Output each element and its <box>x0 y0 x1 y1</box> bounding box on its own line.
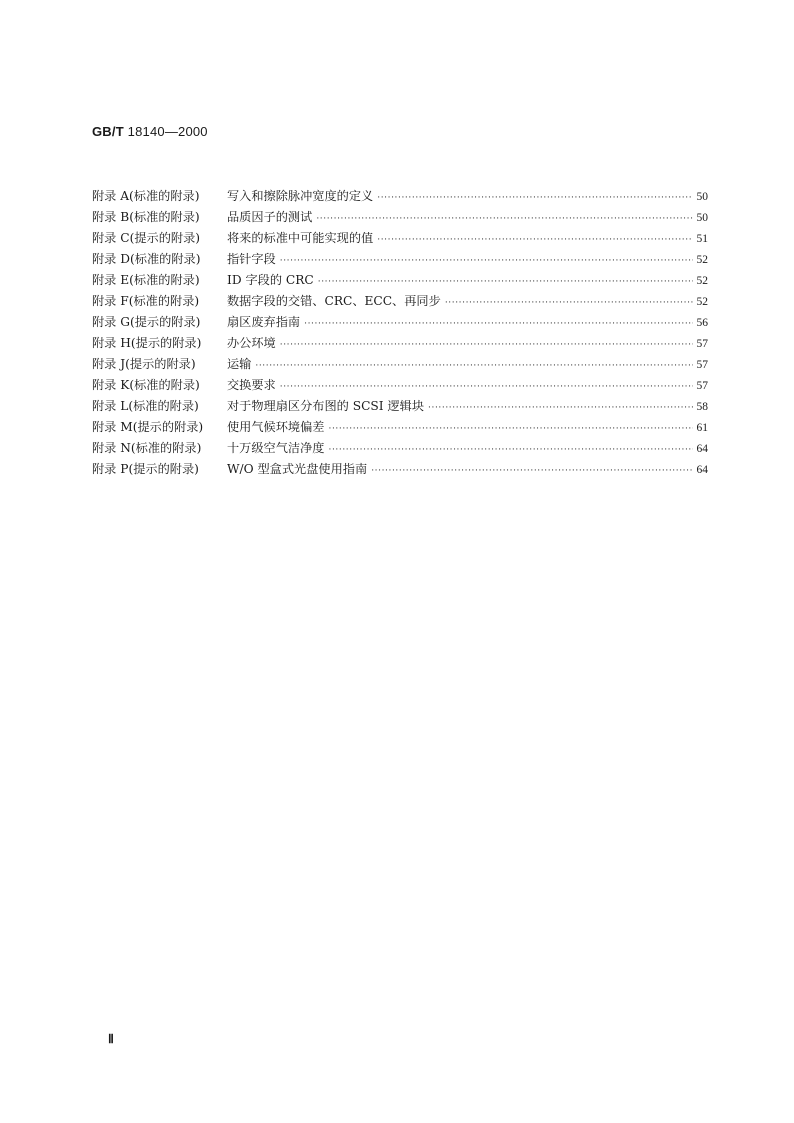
toc-entry[interactable] <box>92 312 708 333</box>
toc-entry[interactable] <box>92 438 708 459</box>
toc-entry[interactable] <box>92 375 708 396</box>
toc-entry-label: 附录 J(提示的附录) <box>92 357 196 371</box>
dot-leader <box>280 335 693 356</box>
toc-entry-label: 附录 A(标准的附录) <box>92 189 200 203</box>
toc-entry-page: 56 <box>696 317 708 329</box>
standard-header <box>92 124 208 139</box>
toc-entry-page: 64 <box>696 464 708 476</box>
toc-entry[interactable] <box>92 228 708 249</box>
toc-entry[interactable] <box>92 354 708 375</box>
dot-leader <box>280 251 693 272</box>
standard-code: GB/T <box>92 124 124 139</box>
toc-entry[interactable] <box>92 291 708 312</box>
toc-entry[interactable] <box>92 249 708 270</box>
toc-entry-title: 十万级空气洁净度 <box>227 441 325 455</box>
toc-entry[interactable] <box>92 417 708 438</box>
dot-leader <box>255 356 692 377</box>
dot-leader <box>377 230 692 251</box>
toc-entry-title: 扇区废弃指南 <box>227 315 301 329</box>
toc-entry-label: 附录 C(提示的附录) <box>92 231 201 245</box>
toc-entry-page: 51 <box>696 233 708 245</box>
toc-entry-page: 61 <box>696 422 708 434</box>
toc-entry-page: 64 <box>696 443 708 455</box>
toc-entry-label: 附录 H(提示的附录) <box>92 336 202 350</box>
toc-entry-page: 52 <box>696 254 708 266</box>
standard-number: 18140—2000 <box>127 124 208 139</box>
toc-entry[interactable] <box>92 270 708 291</box>
toc-entry-page: 50 <box>696 212 708 224</box>
toc-entry-label: 附录 D(标准的附录) <box>92 252 201 266</box>
toc-entry-title: W/O 型盒式光盘使用指南 <box>227 462 368 476</box>
toc-entry-title: 品质因子的测试 <box>227 210 313 224</box>
dot-leader <box>445 293 693 314</box>
toc-entry-label: 附录 G(提示的附录) <box>92 315 201 329</box>
page-number: Ⅱ <box>108 1032 114 1046</box>
toc-entry-label: 附录 E(标准的附录) <box>92 273 200 287</box>
toc-entry-page: 58 <box>696 401 708 413</box>
toc-entry-page: 50 <box>696 191 708 203</box>
toc-entry-title: 办公环境 <box>227 336 276 350</box>
toc-entry-label: 附录 B(标准的附录) <box>92 210 200 224</box>
toc-entry[interactable] <box>92 396 708 417</box>
toc-entry-title: 交换要求 <box>227 378 276 392</box>
dot-leader <box>280 377 693 398</box>
toc-entry-label: 附录 L(标准的附录) <box>92 399 199 413</box>
dot-leader <box>428 398 692 419</box>
toc-entry-title: 指针字段 <box>227 252 276 266</box>
dot-leader <box>371 461 692 482</box>
dot-leader <box>316 209 692 230</box>
toc-entry-title: ID 字段的 CRC <box>227 273 314 287</box>
toc-entry-title: 写入和擦除脉冲宽度的定义 <box>227 189 374 203</box>
toc-entry-title: 数据字段的交错、CRC、ECC、再同步 <box>227 294 441 308</box>
toc-entry-page: 57 <box>696 338 708 350</box>
toc-entry-label: 附录 M(提示的附录) <box>92 420 204 434</box>
dot-leader <box>304 314 692 335</box>
toc-entry-title: 使用气候环境偏差 <box>227 420 325 434</box>
toc-entry-page: 52 <box>696 275 708 287</box>
toc-entry-page: 57 <box>696 359 708 371</box>
dot-leader <box>329 419 693 440</box>
toc-entry[interactable] <box>92 186 708 207</box>
toc-entry-label: 附录 K(标准的附录) <box>92 378 200 392</box>
table-of-contents <box>92 186 708 480</box>
toc-entry[interactable] <box>92 333 708 354</box>
dot-leader <box>377 188 692 209</box>
toc-entry-label: 附录 N(标准的附录) <box>92 441 202 455</box>
toc-entry-page: 52 <box>696 296 708 308</box>
dot-leader <box>329 440 693 461</box>
toc-entry[interactable] <box>92 459 708 480</box>
toc-entry-title: 对于物理扇区分布图的 SCSI 逻辑块 <box>227 399 425 413</box>
toc-entry-label: 附录 P(提示的附录) <box>92 462 199 476</box>
toc-entry-page: 57 <box>696 380 708 392</box>
toc-entry-label: 附录 F(标准的附录) <box>92 294 200 308</box>
dot-leader <box>318 272 693 293</box>
toc-entry[interactable] <box>92 207 708 228</box>
toc-entry-title: 运输 <box>227 357 252 371</box>
toc-entry-title: 将来的标准中可能实现的值 <box>227 231 374 245</box>
